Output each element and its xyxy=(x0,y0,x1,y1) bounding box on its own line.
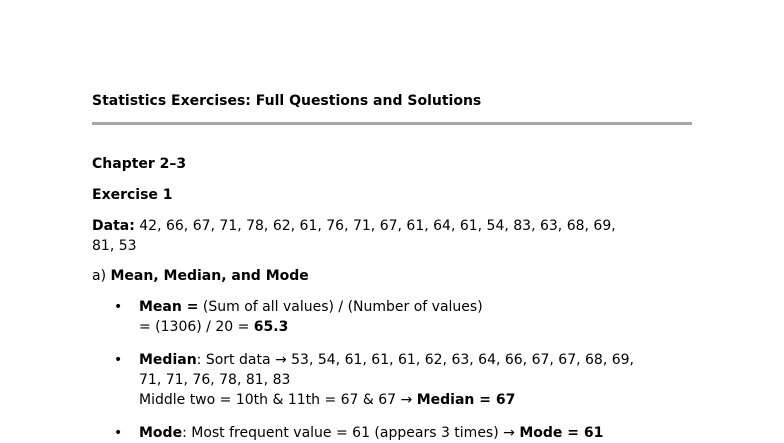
mode-explanation: : Most frequent value = 61 (appears 3 times) → xyxy=(182,425,520,441)
median-sorted-line-2: 71, 71, 76, 78, 81, 83 xyxy=(139,372,291,388)
mean-label: Mean = xyxy=(139,299,199,315)
median-label: Median xyxy=(139,352,197,368)
bullet-mode-marker: • xyxy=(114,425,123,441)
data-values-line-2: 81, 53 xyxy=(92,238,137,254)
bullet-mode xyxy=(139,423,699,443)
mean-calculation: = (1306) / 20 = xyxy=(139,319,254,335)
bullet-mean xyxy=(139,297,699,337)
bullet-median-marker: • xyxy=(114,352,123,368)
mode-result: Mode = 61 xyxy=(519,425,604,441)
mean-formula: (Sum of all values) / (Number of values) xyxy=(198,299,483,315)
chapter-heading: Chapter 2–3 xyxy=(92,156,187,172)
document-title: Statistics Exercises: Full Questions and Solutions xyxy=(92,93,482,109)
part-a-title: Mean, Median, and Mode xyxy=(110,268,309,284)
median-sorted-line-1: : Sort data → 53, 54, 61, 61, 61, 62, 63, 64, 66, 67, 67, 68, 69, xyxy=(196,352,634,368)
median-middle-values: Middle two = 10th & 11th = 67 & 67 → xyxy=(139,392,417,408)
median-result: Median = 67 xyxy=(416,392,516,408)
bullet-mean-marker: • xyxy=(114,299,123,315)
mean-result: 65.3 xyxy=(253,319,289,335)
title-divider xyxy=(92,122,692,125)
data-paragraph xyxy=(92,216,692,256)
exercise-heading: Exercise 1 xyxy=(92,187,173,203)
bullet-median xyxy=(139,350,699,410)
data-values-line-1: 42, 66, 67, 71, 78, 62, 61, 76, 71, 67, 61, 64, 61, 54, 83, 63, 68, 69, xyxy=(134,218,616,234)
mode-label: Mode xyxy=(139,425,183,441)
data-label: Data: xyxy=(92,218,135,234)
part-a-prefix: a) xyxy=(92,268,111,284)
part-a-heading xyxy=(92,267,309,285)
